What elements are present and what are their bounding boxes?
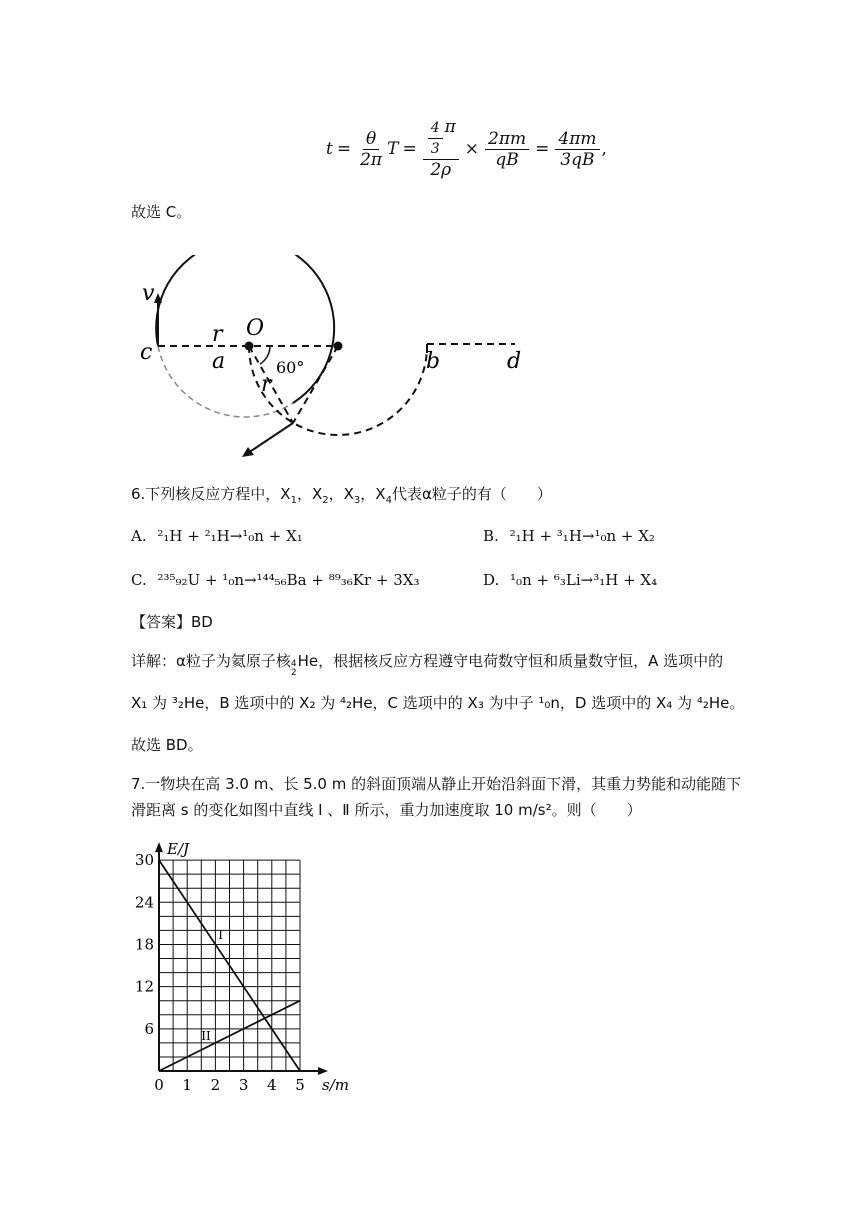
formula-qb: qB xyxy=(495,149,519,170)
formula-T: T xyxy=(387,139,399,159)
formula-theta: θ xyxy=(363,129,379,150)
q6-option-a[interactable] xyxy=(131,525,303,547)
y-tick-label: 6 xyxy=(144,1019,154,1038)
formula-comma: , xyxy=(601,139,607,159)
y-tick-label: 18 xyxy=(134,935,154,954)
formula-two-pi: 2π xyxy=(360,149,383,170)
q6-sub2: 2 xyxy=(322,495,329,506)
label-r-low: r xyxy=(261,372,272,397)
x-tick-label: 2 xyxy=(210,1076,221,1094)
q6-sub4: 4 xyxy=(385,495,392,506)
formula-t: t xyxy=(326,139,333,159)
formula-eq-3: = xyxy=(535,139,550,159)
y-axis-label: E/J xyxy=(167,840,190,859)
formula-frac-angle xyxy=(423,118,459,180)
q6-option-b[interactable] xyxy=(483,525,655,547)
q7-line1: 7.一物块在高 3.0 m、长 5.0 m 的斜面顶端从静止开始沿斜面下滑，其重力势能和动能随下 xyxy=(131,775,742,793)
formula-frac-theta xyxy=(357,129,385,170)
x-tick-label: 0 xyxy=(154,1076,164,1094)
y-axis-arrowhead xyxy=(155,842,163,852)
x-axis-arrowhead xyxy=(318,1067,328,1075)
series-name-label: I xyxy=(218,927,223,942)
y-tick-label: 24 xyxy=(134,893,154,912)
q6-detail-1a: 详解：α粒子为氦原子核 xyxy=(131,652,291,670)
q6-option-a-label: A. xyxy=(131,527,147,545)
x-tick-label: 1 xyxy=(182,1076,192,1094)
q6-detail-1b: He，根据核反应方程遵守电荷数守恒和质量数守恒，A 选项中的 xyxy=(297,652,724,670)
label-b: b xyxy=(426,349,441,374)
q6-stem-c: ，X xyxy=(328,485,354,503)
label-c: c xyxy=(140,340,153,365)
q6-option-d-label: D. xyxy=(483,571,500,589)
chart-labels xyxy=(135,840,349,1094)
q6-option-d[interactable] xyxy=(483,569,657,591)
exit-vector xyxy=(248,423,293,453)
q6-option-c-label: C. xyxy=(131,571,147,589)
he4-stack: 4 2 xyxy=(290,659,297,678)
q6-stem-a: 6.下列核反应方程中，X xyxy=(131,485,291,503)
formula-frac-period xyxy=(485,129,529,170)
formula-three: 3 xyxy=(430,141,440,157)
q6-stem-tail: 代表α粒子的有（ ） xyxy=(391,485,552,503)
q6-option-d-text: ¹₀n + ⁶₃Li→³₁H + X₄ xyxy=(510,571,658,589)
formula-frac-result xyxy=(555,129,599,170)
series-name-label: II xyxy=(201,1029,211,1044)
label-O: O xyxy=(246,316,265,341)
q6-option-b-label: B. xyxy=(483,527,499,545)
q6-answer: 【答案】BD xyxy=(131,613,213,631)
q6-sub1: 1 xyxy=(290,495,297,506)
q6-detail-line1 xyxy=(131,650,723,678)
q6-detail-line2: X₁ 为 ³₂He，B 选项中的 X₂ 为 ⁴₂He，C 选项中的 X₃ 为中子 ¹₀n，D 选项中的 X₄ 为 ⁴₂He。 xyxy=(131,694,745,712)
energy-chart xyxy=(125,835,355,1095)
right-point xyxy=(334,342,343,351)
label-d: d xyxy=(507,349,522,374)
label-a: a xyxy=(212,349,226,374)
x-tick-label: 4 xyxy=(267,1076,277,1094)
formula-pi: π xyxy=(444,116,456,137)
formula-angle-num xyxy=(423,118,459,160)
x-tick-label: 3 xyxy=(238,1076,249,1094)
y-tick-label: 12 xyxy=(134,977,154,996)
q6-conclusion: 故选 BD。 xyxy=(131,736,203,754)
q6-option-c-text: ²³⁵₉₂U + ¹₀n→¹⁴⁴₅₆Ba + ⁸⁹₃₆Kr + 3X₃ xyxy=(157,571,420,589)
q6-option-b-text: ²₁H + ³₁H→¹₀n + X₂ xyxy=(509,527,655,545)
formula-four: 4 xyxy=(428,118,443,139)
exit-arrowhead xyxy=(242,447,254,457)
y-tick-label: 30 xyxy=(134,851,154,870)
trajectory-figure xyxy=(130,255,550,470)
formula-eq: = xyxy=(336,139,352,159)
q6-stem-b: ，X xyxy=(296,485,323,503)
formula-eq-2: = xyxy=(402,139,417,159)
formula-three-qb: 3qB xyxy=(560,149,595,170)
x-axis-label: s/m xyxy=(322,1076,349,1094)
q6-stem xyxy=(131,483,552,512)
formula-two-rho: 2ρ xyxy=(430,160,452,180)
q6-sub3: 3 xyxy=(353,495,361,506)
label-v: v xyxy=(142,281,155,306)
q7-line2: 滑距离 s 的变化如图中直线 Ⅰ 、Ⅱ 所示，重力加速度取 10 m/s²。则（ ） xyxy=(131,801,642,819)
time-formula xyxy=(326,118,607,180)
formula-two-pi-m: 2πm xyxy=(485,129,529,150)
formula-four-thirds xyxy=(428,118,443,159)
answer-q5: 故选 C。 xyxy=(131,203,192,221)
q6-stem-d: ，X xyxy=(360,485,386,503)
label-angle: 60° xyxy=(276,358,305,377)
q6-option-a-text: ²₁H + ²₁H→¹₀n + X₁ xyxy=(157,527,303,545)
q6-option-c[interactable] xyxy=(131,569,419,591)
center-point xyxy=(245,342,254,351)
formula-times: × xyxy=(464,139,480,159)
x-tick-label: 5 xyxy=(295,1076,305,1094)
label-r-top: r xyxy=(212,322,223,347)
angle-arc xyxy=(260,346,270,364)
he4-nuclide xyxy=(291,660,298,678)
formula-four-pi-m: 4πm xyxy=(555,129,599,150)
